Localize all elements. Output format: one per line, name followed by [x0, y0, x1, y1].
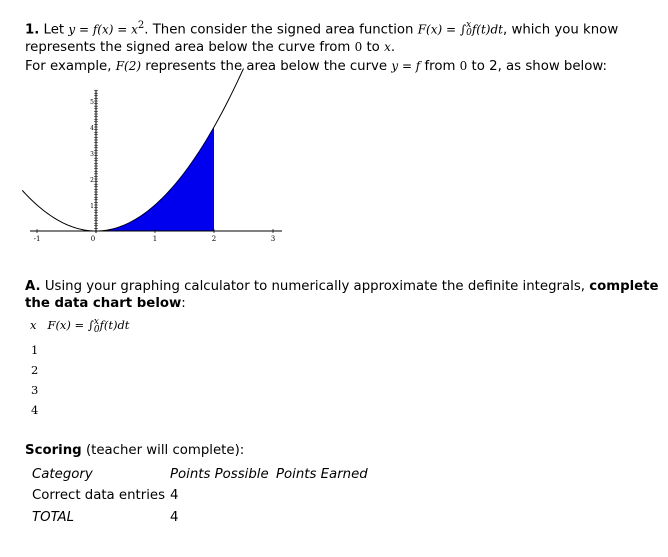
exponent: 2: [137, 20, 145, 31]
then-text: . Then consider the signed area function: [144, 22, 414, 38]
scoring-header-earned: Points Earned: [276, 467, 368, 482]
line2-to: x: [384, 40, 391, 54]
partA-bold-2: the data chart below: [25, 296, 182, 311]
integrand: f(t)dt: [471, 22, 503, 37]
line2-from: 0: [354, 40, 363, 54]
table-cell-x: 2: [31, 363, 39, 377]
line2-to-word: to: [366, 40, 380, 55]
shaded-area: [96, 127, 214, 231]
scoring-total-possible: 4: [170, 510, 179, 525]
line3-b: represents the area below the curve: [145, 59, 388, 74]
partA-label: A.: [25, 279, 41, 294]
x-tick-label: -1: [33, 235, 41, 243]
table-row: [31, 403, 38, 417]
x-tick-label: 2: [211, 235, 217, 243]
x-tick-label: 1: [152, 235, 158, 243]
table-header: [30, 318, 129, 334]
line3-from: 0: [459, 59, 468, 73]
line2-text: represents the signed area below the curve from: [25, 40, 351, 55]
y-tick-label: 2: [90, 177, 94, 184]
integral-upper: x: [466, 20, 472, 31]
partA-line-2: [25, 296, 186, 311]
scoring-header-category: Category: [32, 467, 93, 482]
line3-c: from: [424, 59, 456, 74]
table-col-F: F(x) = ∫: [47, 318, 94, 332]
scoring-note: (teacher will complete):: [85, 443, 245, 458]
which-text: , which you know: [502, 22, 619, 38]
line3-curve: y = f: [391, 59, 421, 73]
x-tick-label: 3: [270, 235, 276, 243]
partA-line-1: [25, 279, 659, 294]
table-cell-x: 4: [31, 403, 39, 417]
y-tick-label: 3: [90, 151, 94, 158]
question-number: 1.: [25, 22, 40, 38]
line3-d: to 2, as show below:: [471, 59, 608, 74]
y-tick-label: 4: [90, 125, 94, 132]
table-row: [31, 383, 38, 397]
table-cell-x: 1: [31, 343, 39, 357]
table-col-integrand: f(t)dt: [99, 318, 130, 332]
scoring-row-possible: 4: [170, 488, 179, 503]
y-tick-label: 1: [90, 203, 94, 210]
y-tick-label: 5: [90, 99, 94, 106]
intro-text: Let: [43, 22, 65, 38]
integral-lower: 0: [466, 28, 472, 39]
partA-bold: complete: [589, 279, 659, 294]
scoring-row-category: Correct data entries: [32, 488, 166, 503]
scoring-header-possible: Points Possible: [170, 467, 269, 482]
table-row: [31, 363, 38, 377]
line3-a: For example,: [25, 59, 112, 74]
x-tick-label: 0: [90, 235, 96, 243]
line3-F2: F(2): [115, 59, 142, 73]
scoring-total-category: TOTAL: [32, 510, 74, 525]
scoring-title: Scoring: [25, 443, 82, 458]
y-axis-ticks: [90, 99, 94, 210]
table-col-x: x: [30, 318, 37, 332]
line2-end: .: [390, 40, 396, 55]
scoring-title-line: [25, 443, 244, 458]
table-col-lower: 0: [93, 325, 100, 335]
area-chart: [0, 0, 668, 260]
partA-colon: :: [181, 296, 186, 311]
function-definition: y = f(x) = x: [68, 22, 138, 37]
area-function: F(x) = ∫: [417, 22, 467, 37]
table-row: [31, 343, 38, 357]
table-col-upper: x: [93, 317, 99, 327]
table-cell-x: 3: [31, 383, 39, 397]
partA-text: Using your graphing calculator to numerically approximate the definite integrals,: [44, 279, 585, 294]
